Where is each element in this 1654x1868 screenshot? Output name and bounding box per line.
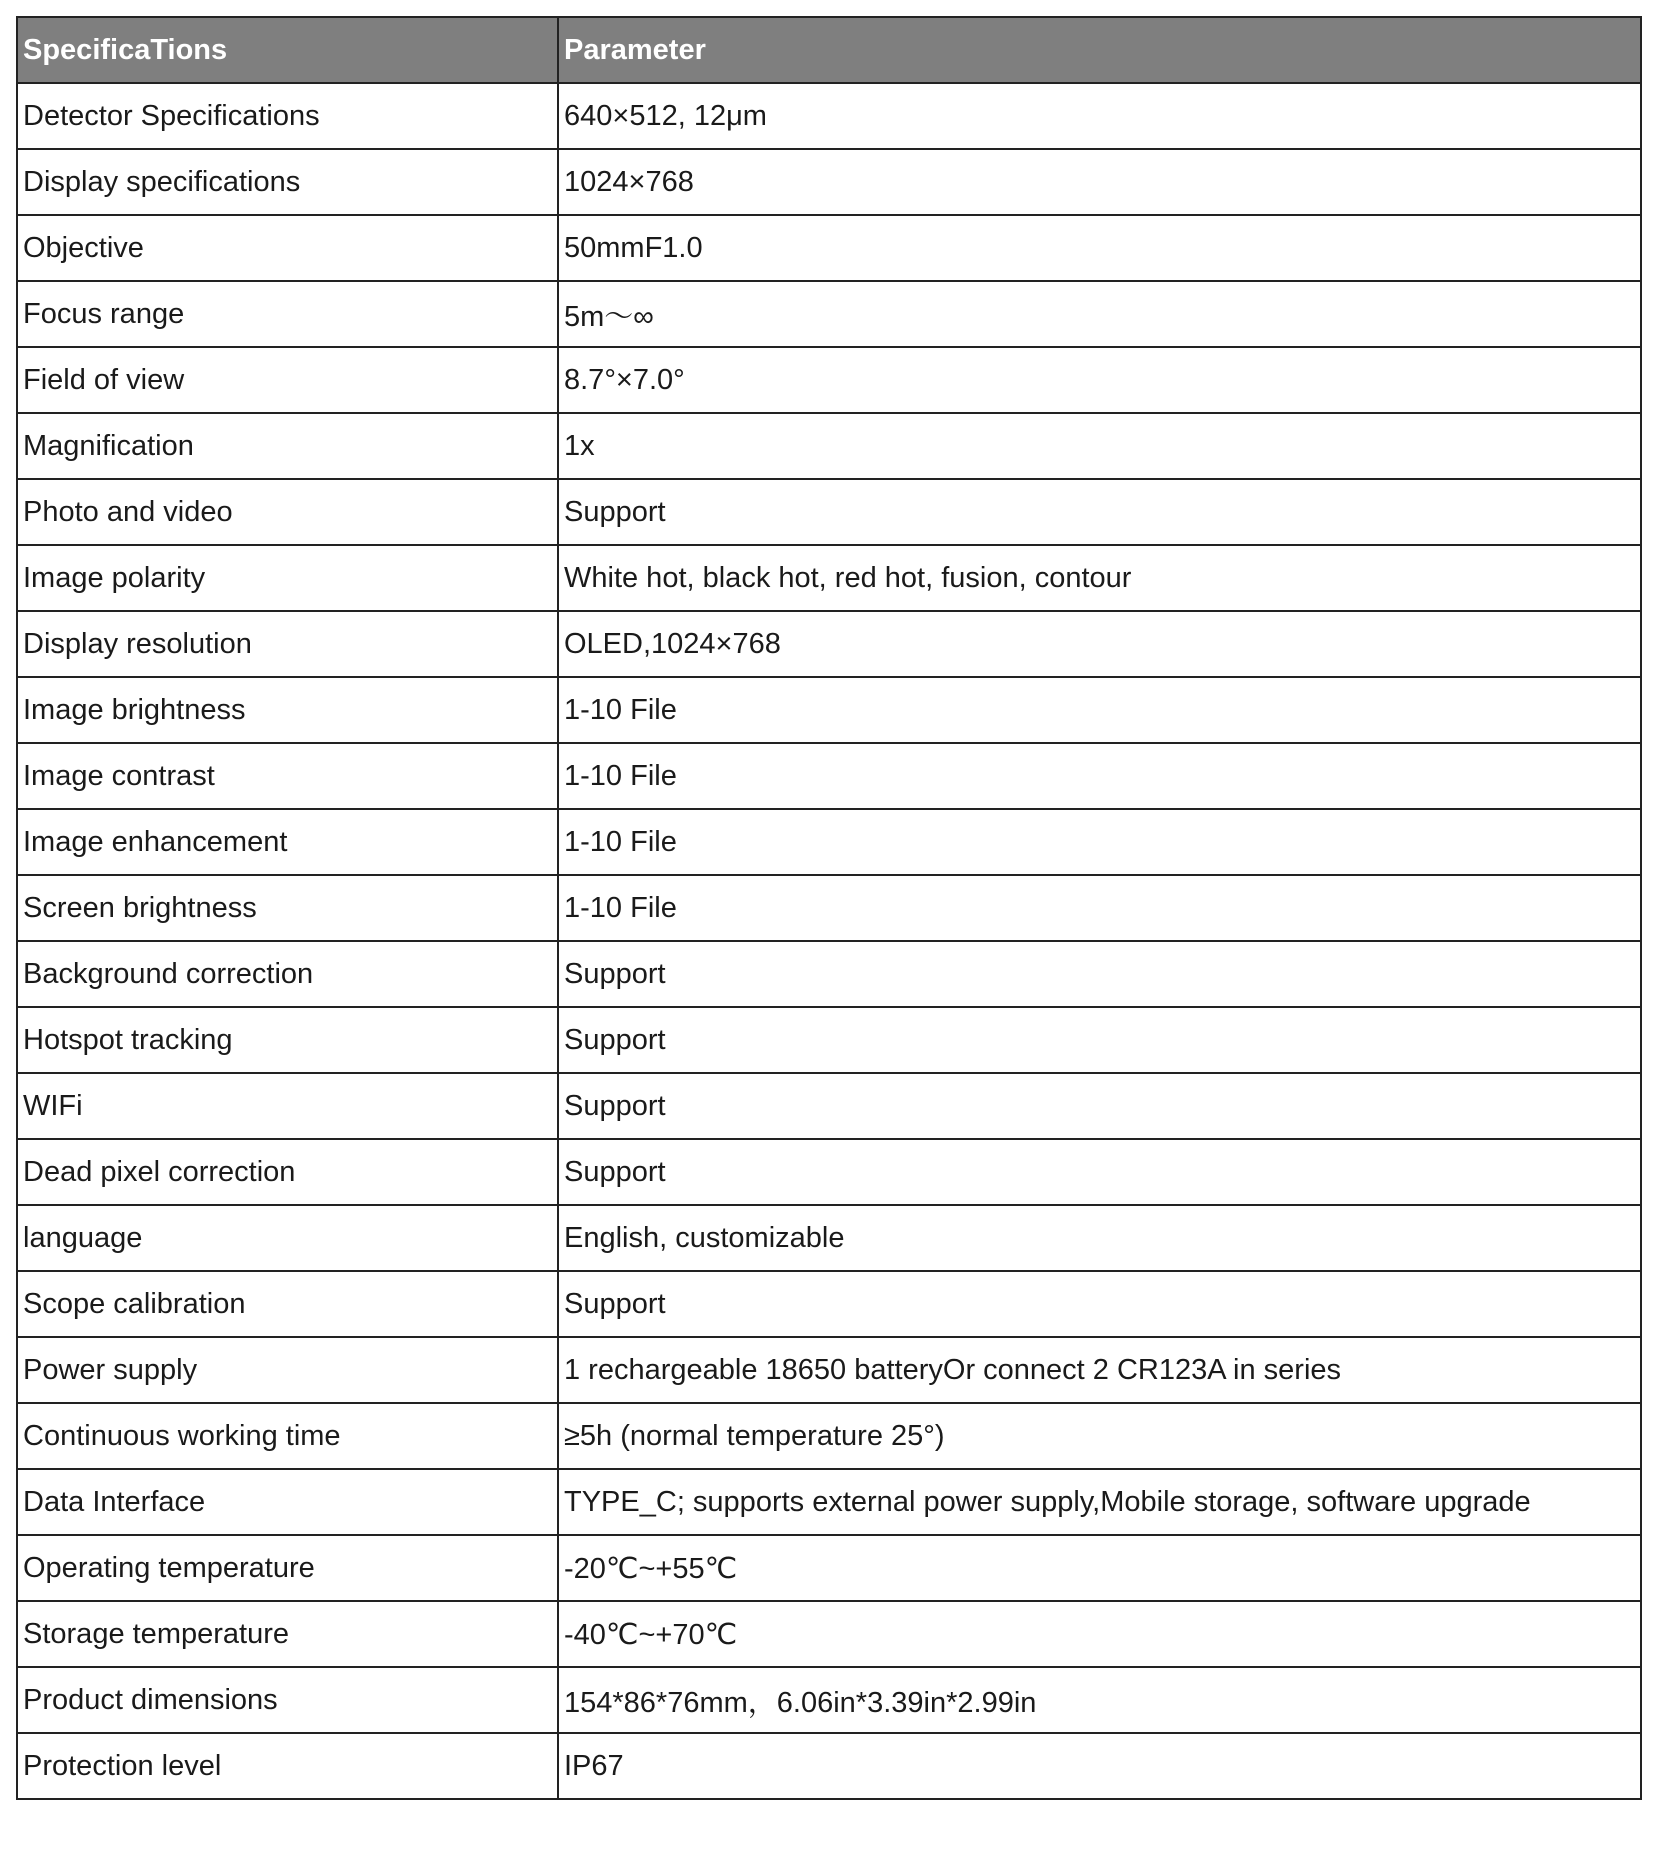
table-row [17, 1469, 1641, 1535]
spec-name-cell: Image brightness [17, 677, 558, 743]
table-row [17, 545, 1641, 611]
table-row [17, 1139, 1641, 1205]
table-row [17, 1205, 1641, 1271]
table-row [17, 1271, 1641, 1337]
spec-value-cell: 5m～∞ [558, 281, 1641, 347]
spec-name-cell: Product dimensions [17, 1667, 558, 1733]
table-row [17, 1403, 1641, 1469]
spec-name-cell: Field of view [17, 347, 558, 413]
table-row [17, 479, 1641, 545]
header-row [17, 17, 1641, 83]
spec-value-cell: 1-10 File [558, 809, 1641, 875]
table-row [17, 875, 1641, 941]
spec-name-cell: WIFi [17, 1073, 558, 1139]
spec-value-cell: ≥5h (normal temperature 25°) [558, 1403, 1641, 1469]
spec-value-cell: Support [558, 1073, 1641, 1139]
table-row [17, 1601, 1641, 1667]
spec-value-cell: Support [558, 479, 1641, 545]
spec-value-cell: Support [558, 1139, 1641, 1205]
table-row [17, 149, 1641, 215]
spec-value-cell: -20℃~+55℃ [558, 1535, 1641, 1601]
table-row [17, 1007, 1641, 1073]
spec-name-cell: Objective [17, 215, 558, 281]
spec-name-cell: Photo and video [17, 479, 558, 545]
table-row [17, 1337, 1641, 1403]
spec-name-cell: Storage temperature [17, 1601, 558, 1667]
table-row [17, 83, 1641, 149]
spec-value-cell: 1-10 File [558, 875, 1641, 941]
spec-name-cell: Protection level [17, 1733, 558, 1799]
spec-name-cell: Data Interface [17, 1469, 558, 1535]
spec-value-cell: English, customizable [558, 1205, 1641, 1271]
spec-name-cell: Magnification [17, 413, 558, 479]
table-row [17, 1073, 1641, 1139]
header-specifications: SpecificaTions [17, 17, 558, 83]
spec-name-cell: Power supply [17, 1337, 558, 1403]
spec-value-cell: 1024×768 [558, 149, 1641, 215]
spec-value-cell: Support [558, 1271, 1641, 1337]
spec-value-cell: 50mmF1.0 [558, 215, 1641, 281]
spec-value-cell: 1 rechargeable 18650 batteryOr connect 2 CR123A in series [558, 1337, 1641, 1403]
table-row [17, 941, 1641, 1007]
spec-name-cell: Image polarity [17, 545, 558, 611]
header-parameter: Parameter [558, 17, 1641, 83]
spec-name-cell: Focus range [17, 281, 558, 347]
table-row [17, 611, 1641, 677]
table-body [17, 83, 1641, 1799]
spec-name-cell: Detector Specifications [17, 83, 558, 149]
table-header [17, 17, 1641, 83]
spec-value-cell: OLED,1024×768 [558, 611, 1641, 677]
spec-value-cell: 1-10 File [558, 743, 1641, 809]
table-row [17, 1667, 1641, 1733]
table-row [17, 413, 1641, 479]
specifications-table [16, 16, 1642, 1800]
spec-name-cell: Scope calibration [17, 1271, 558, 1337]
spec-value-cell: Support [558, 941, 1641, 1007]
spec-value-cell: -40℃~+70℃ [558, 1601, 1641, 1667]
table-row [17, 743, 1641, 809]
spec-name-cell: Dead pixel correction [17, 1139, 558, 1205]
spec-name-cell: language [17, 1205, 558, 1271]
spec-value-cell: Support [558, 1007, 1641, 1073]
spec-name-cell: Operating temperature [17, 1535, 558, 1601]
spec-name-cell: Image enhancement [17, 809, 558, 875]
spec-name-cell: Background correction [17, 941, 558, 1007]
spec-value-cell: 154*86*76mm，6.06in*3.39in*2.99in [558, 1667, 1641, 1733]
spec-name-cell: Display resolution [17, 611, 558, 677]
spec-value-cell: 640×512, 12μm [558, 83, 1641, 149]
table-row [17, 215, 1641, 281]
spec-value-cell: 8.7°×7.0° [558, 347, 1641, 413]
table-row [17, 1535, 1641, 1601]
spec-name-cell: Image contrast [17, 743, 558, 809]
table-row [17, 281, 1641, 347]
spec-value-cell: 1x [558, 413, 1641, 479]
spec-name-cell: Display specifications [17, 149, 558, 215]
spec-value-cell: TYPE_C; supports external power supply,Mobile storage, software upgrade [558, 1469, 1641, 1535]
table-row [17, 1733, 1641, 1799]
spec-name-cell: Screen brightness [17, 875, 558, 941]
spec-value-cell: IP67 [558, 1733, 1641, 1799]
spec-value-cell: 1-10 File [558, 677, 1641, 743]
spec-value-cell: White hot, black hot, red hot, fusion, contour [558, 545, 1641, 611]
table-row [17, 677, 1641, 743]
spec-name-cell: Hotspot tracking [17, 1007, 558, 1073]
spec-name-cell: Continuous working time [17, 1403, 558, 1469]
table-row [17, 809, 1641, 875]
table-row [17, 347, 1641, 413]
